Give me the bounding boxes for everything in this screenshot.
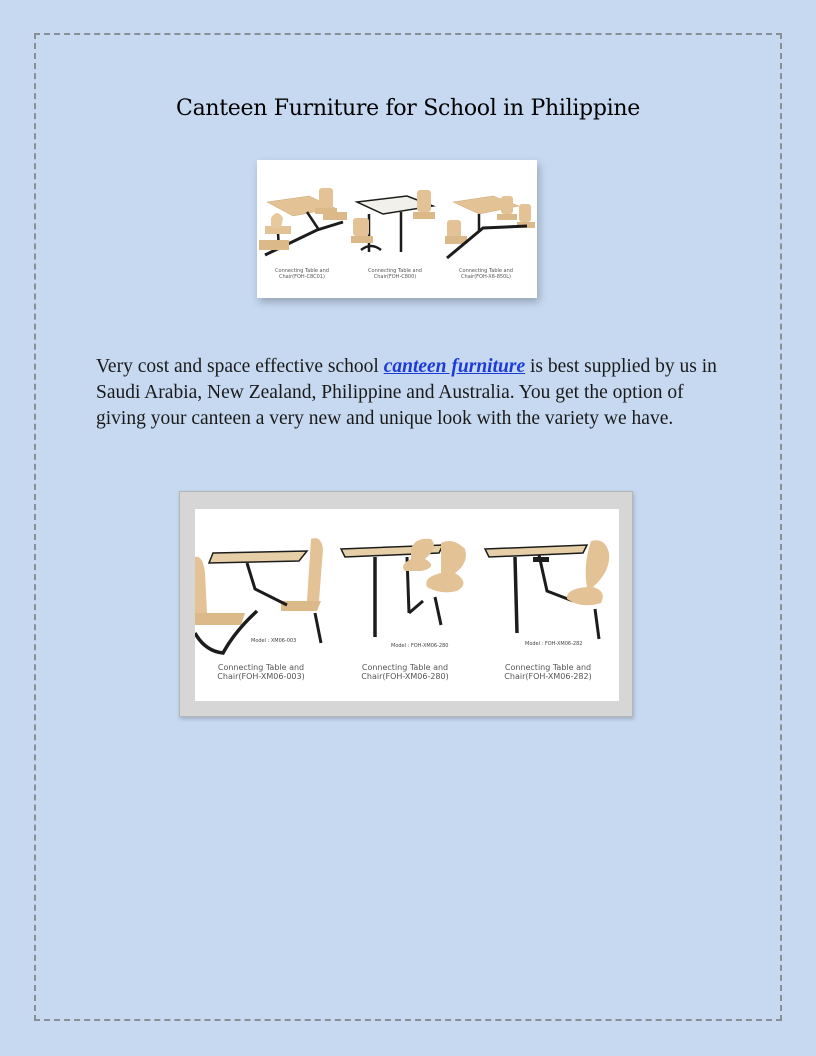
body-paragraph <box>96 354 726 432</box>
bottom-caption-1: Connecting Table and Chair(FOH-XM06-003) <box>217 663 305 681</box>
top-caption-3: Connecting Table and Chair(FOH-X6-850L) <box>459 268 513 280</box>
furniture-model-3 <box>485 540 609 639</box>
furniture-model-1 <box>195 538 323 653</box>
furniture-set-3 <box>445 196 535 258</box>
bottom-image-content <box>195 509 619 701</box>
model-label-2: Model : FOH-XM06-280 <box>391 643 449 649</box>
top-product-image <box>257 160 537 298</box>
bottom-caption-3: Connecting Table and Chair(FOH-XM06-282) <box>504 663 592 681</box>
furniture-set-1 <box>259 188 347 255</box>
paragraph-text-end: is best supplied by us in Saudi Arabia, New Zealand, Philippine and Australia. You get the option of giving your canteen a very new and unique look with the variety we have. <box>96 356 717 429</box>
bottom-caption-2: Connecting Table and Chair(FOH-XM06-280) <box>361 663 449 681</box>
paragraph-text-start: Very cost and space effective school <box>96 356 384 377</box>
model-label-1: Model : XM06-003 <box>251 638 297 644</box>
furniture-set-2 <box>351 190 435 252</box>
furniture-model-2 <box>341 539 466 637</box>
page-title: Canteen Furniture for School in Philippine <box>176 96 640 121</box>
canteen-furniture-link[interactable]: canteen furniture <box>383 356 526 377</box>
top-caption-2: Connecting Table and Chair(FOH-C800) <box>368 268 422 280</box>
bottom-product-image <box>179 491 633 717</box>
model-label-3: Model : FOH-XM06-282 <box>525 641 583 647</box>
top-caption-1: Connecting Table and Chair(FOH-C8C01) <box>275 268 329 280</box>
